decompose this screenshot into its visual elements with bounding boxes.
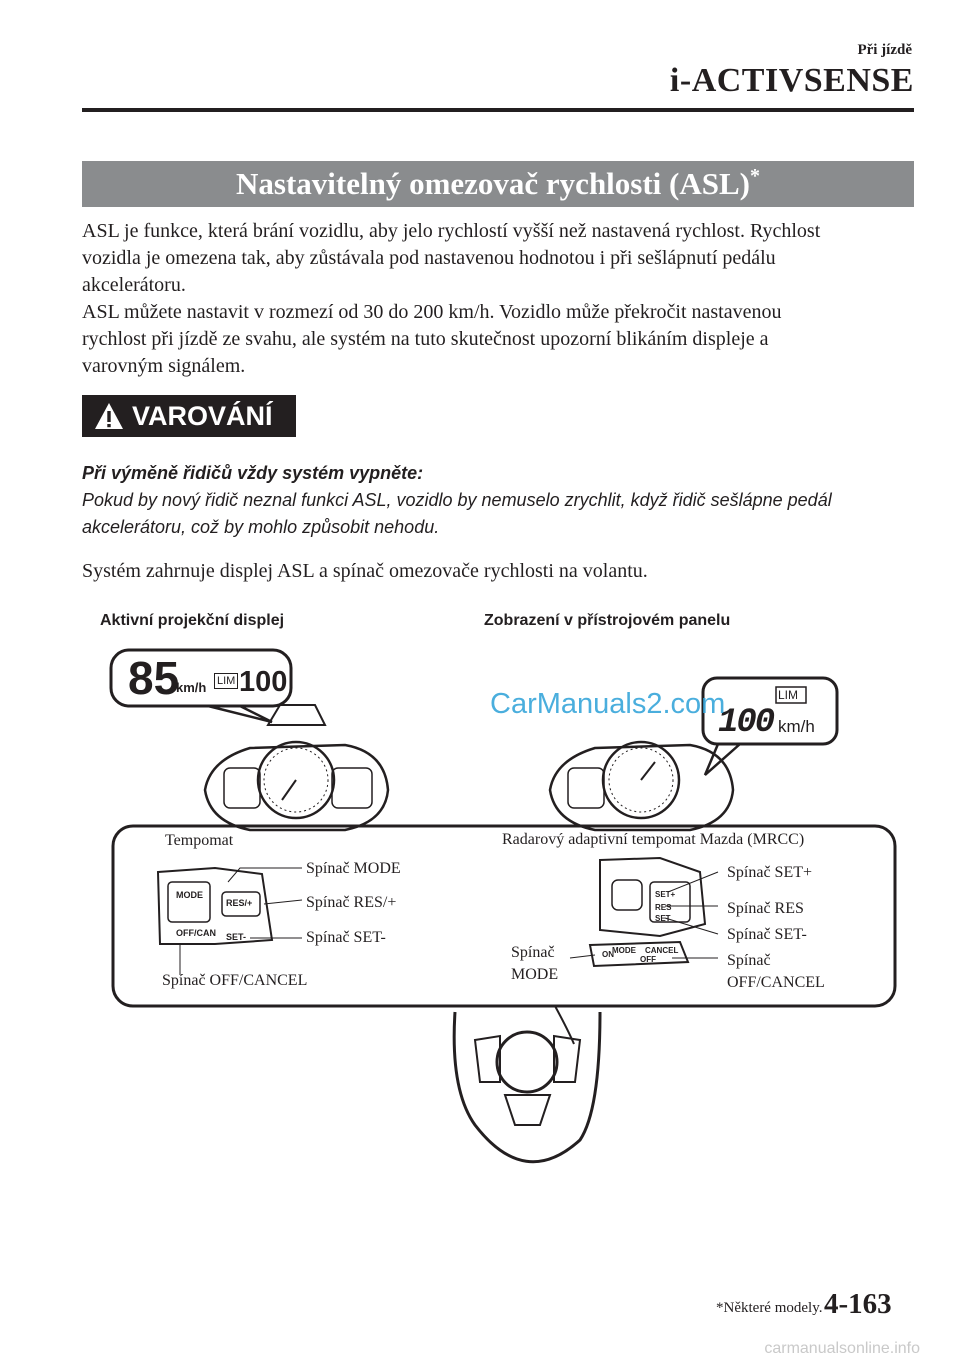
label-left-set: Spínač SET-	[306, 929, 386, 946]
intro-line-2: vozidla je omezena tak, aby zůstávala pod nastavenou hodnotou i při sešlápnutí pedálu	[82, 247, 776, 269]
page-title-text: Nastavitelný omezovač rychlosti (ASL)	[236, 166, 750, 201]
section-title: Při jízdě	[857, 42, 912, 58]
hud-unit: km/h	[176, 680, 207, 695]
system-paragraph: Systém zahrnuje displej ASL a spínač omezovače rychlosti na volantu.	[82, 560, 648, 582]
panel-speed: 100	[718, 704, 774, 742]
btn-mode-text: MODE	[176, 890, 203, 900]
caption-hud: Aktivní projekční displej	[100, 612, 285, 629]
btn-r-setm-text: SET	[655, 914, 671, 923]
btn-r-res-text: RES	[655, 903, 672, 912]
label-mrcc: Radarový adaptivní tempomat Mazda (MRCC)	[502, 831, 805, 848]
steering-wheel	[454, 1012, 600, 1162]
footer-site: carmanualsonline.info	[764, 1340, 920, 1357]
panel-unit: km/h	[778, 717, 815, 736]
warning-heading: Při výměně řidičů vždy systém vypněte:	[82, 463, 424, 483]
btn-set-text: SET-	[226, 932, 247, 942]
btn-r-off-text: OFF	[640, 955, 656, 964]
label-right-setminus: Spínač SET-	[727, 926, 807, 943]
btn-r-set-text: SET+	[655, 890, 676, 899]
btn-offcan-text: OFF/CAN	[176, 928, 216, 938]
label-right-mode-1: Spínač	[511, 944, 555, 961]
label-right-setplus: Spínač SET+	[727, 864, 813, 881]
intro-line-1: ASL je funkce, která brání vozidlu, aby jelo rychlostí vyšší než nastavená rychlost. Rychlost	[82, 220, 821, 242]
label-right-off-1: Spínač	[727, 952, 771, 969]
warning-text-line-1: Pokud by nový řidič neznal funkci ASL, vozidlo by nemuselo zrychlit, když řidič sešlápne pedál	[82, 490, 832, 510]
hud-limit: 100	[239, 666, 288, 698]
label-right-off-2: OFF/CANCEL	[727, 974, 825, 991]
hud-lim-badge: LIM	[214, 673, 238, 689]
label-left-mode: Spínač MODE	[306, 860, 401, 877]
range-line-3: varovným signálem.	[82, 355, 246, 377]
page-number: 4-163	[824, 1288, 892, 1320]
btn-r-cancel-text: CANCEL	[645, 946, 679, 955]
label-left-off: Spínač OFF/CANCEL	[162, 972, 308, 989]
btn-r-on-text: ON	[602, 950, 614, 959]
chapter-title: i-ACTIVSENSE	[669, 62, 914, 99]
watermark: CarManuals2.com	[490, 688, 726, 720]
warning-text-line-2: akcelerátoru, což by mohlo způsobit nehodu.	[82, 517, 440, 537]
title-footnote-mark: *	[750, 165, 760, 187]
footnote: *Některé modely.	[716, 1300, 823, 1316]
label-right-res: Spínač RES	[727, 900, 804, 917]
range-line-1: ASL můžete nastavit v rozmezí od 30 do 200 km/h. Vozidlo může překročit nastavenou	[82, 301, 782, 323]
panel-lim-badge: LIM	[778, 688, 799, 702]
label-left-res: Spínač RES/+	[306, 894, 397, 911]
btn-r-mode-text: MODE	[612, 946, 636, 955]
intro-line-3: akcelerátoru.	[82, 274, 186, 296]
warning-label: VAROVÁNÍ	[132, 401, 273, 431]
caption-cluster: Zobrazení v přístrojovém panelu	[484, 612, 731, 629]
range-line-2: rychlost při jízdě ze svahu, ale systém na tuto skutečnost upozorní blikáním displeje a	[82, 328, 769, 350]
label-right-mode-2: MODE	[511, 966, 559, 983]
label-tempomat: Tempomat	[165, 832, 234, 849]
hud-speed: 85	[128, 652, 180, 704]
btn-res-text: RES/+	[226, 898, 253, 908]
